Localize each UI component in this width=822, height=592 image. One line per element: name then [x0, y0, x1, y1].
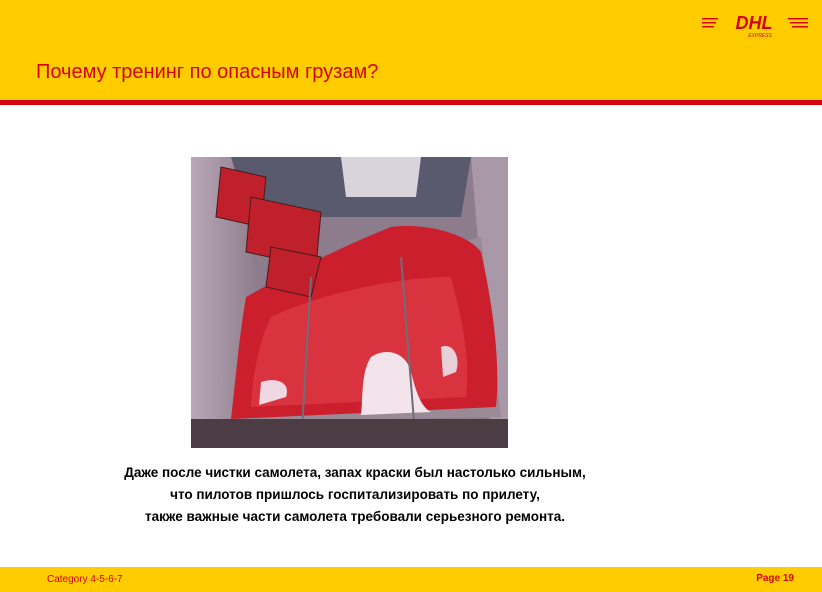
- caption-line-2: что пилотов пришлось госпитализировать по прилету,: [170, 487, 540, 502]
- header-band: [0, 0, 822, 100]
- caption-line-3: также важные части самолета требовали серьезного ремонта.: [145, 509, 565, 524]
- header-divider: [0, 100, 822, 105]
- photo-caption: [40, 462, 670, 528]
- dhl-logo-text: DHL: [735, 13, 773, 33]
- page-number: Page 19: [756, 573, 794, 584]
- slide-title: Почему тренинг по опасным грузам?: [36, 61, 379, 83]
- footer-band: [0, 567, 822, 592]
- caption-line-1: Даже после чистки самолета, запах краски был настолько сильным,: [124, 465, 586, 480]
- dhl-logo: [702, 10, 808, 40]
- dhl-logo-subtext: EXPRESS: [748, 33, 772, 39]
- spilled-paint-image: [191, 157, 508, 448]
- cargo-hold-photo: [191, 157, 508, 448]
- footer-category: Category 4-5-6-7: [47, 574, 123, 585]
